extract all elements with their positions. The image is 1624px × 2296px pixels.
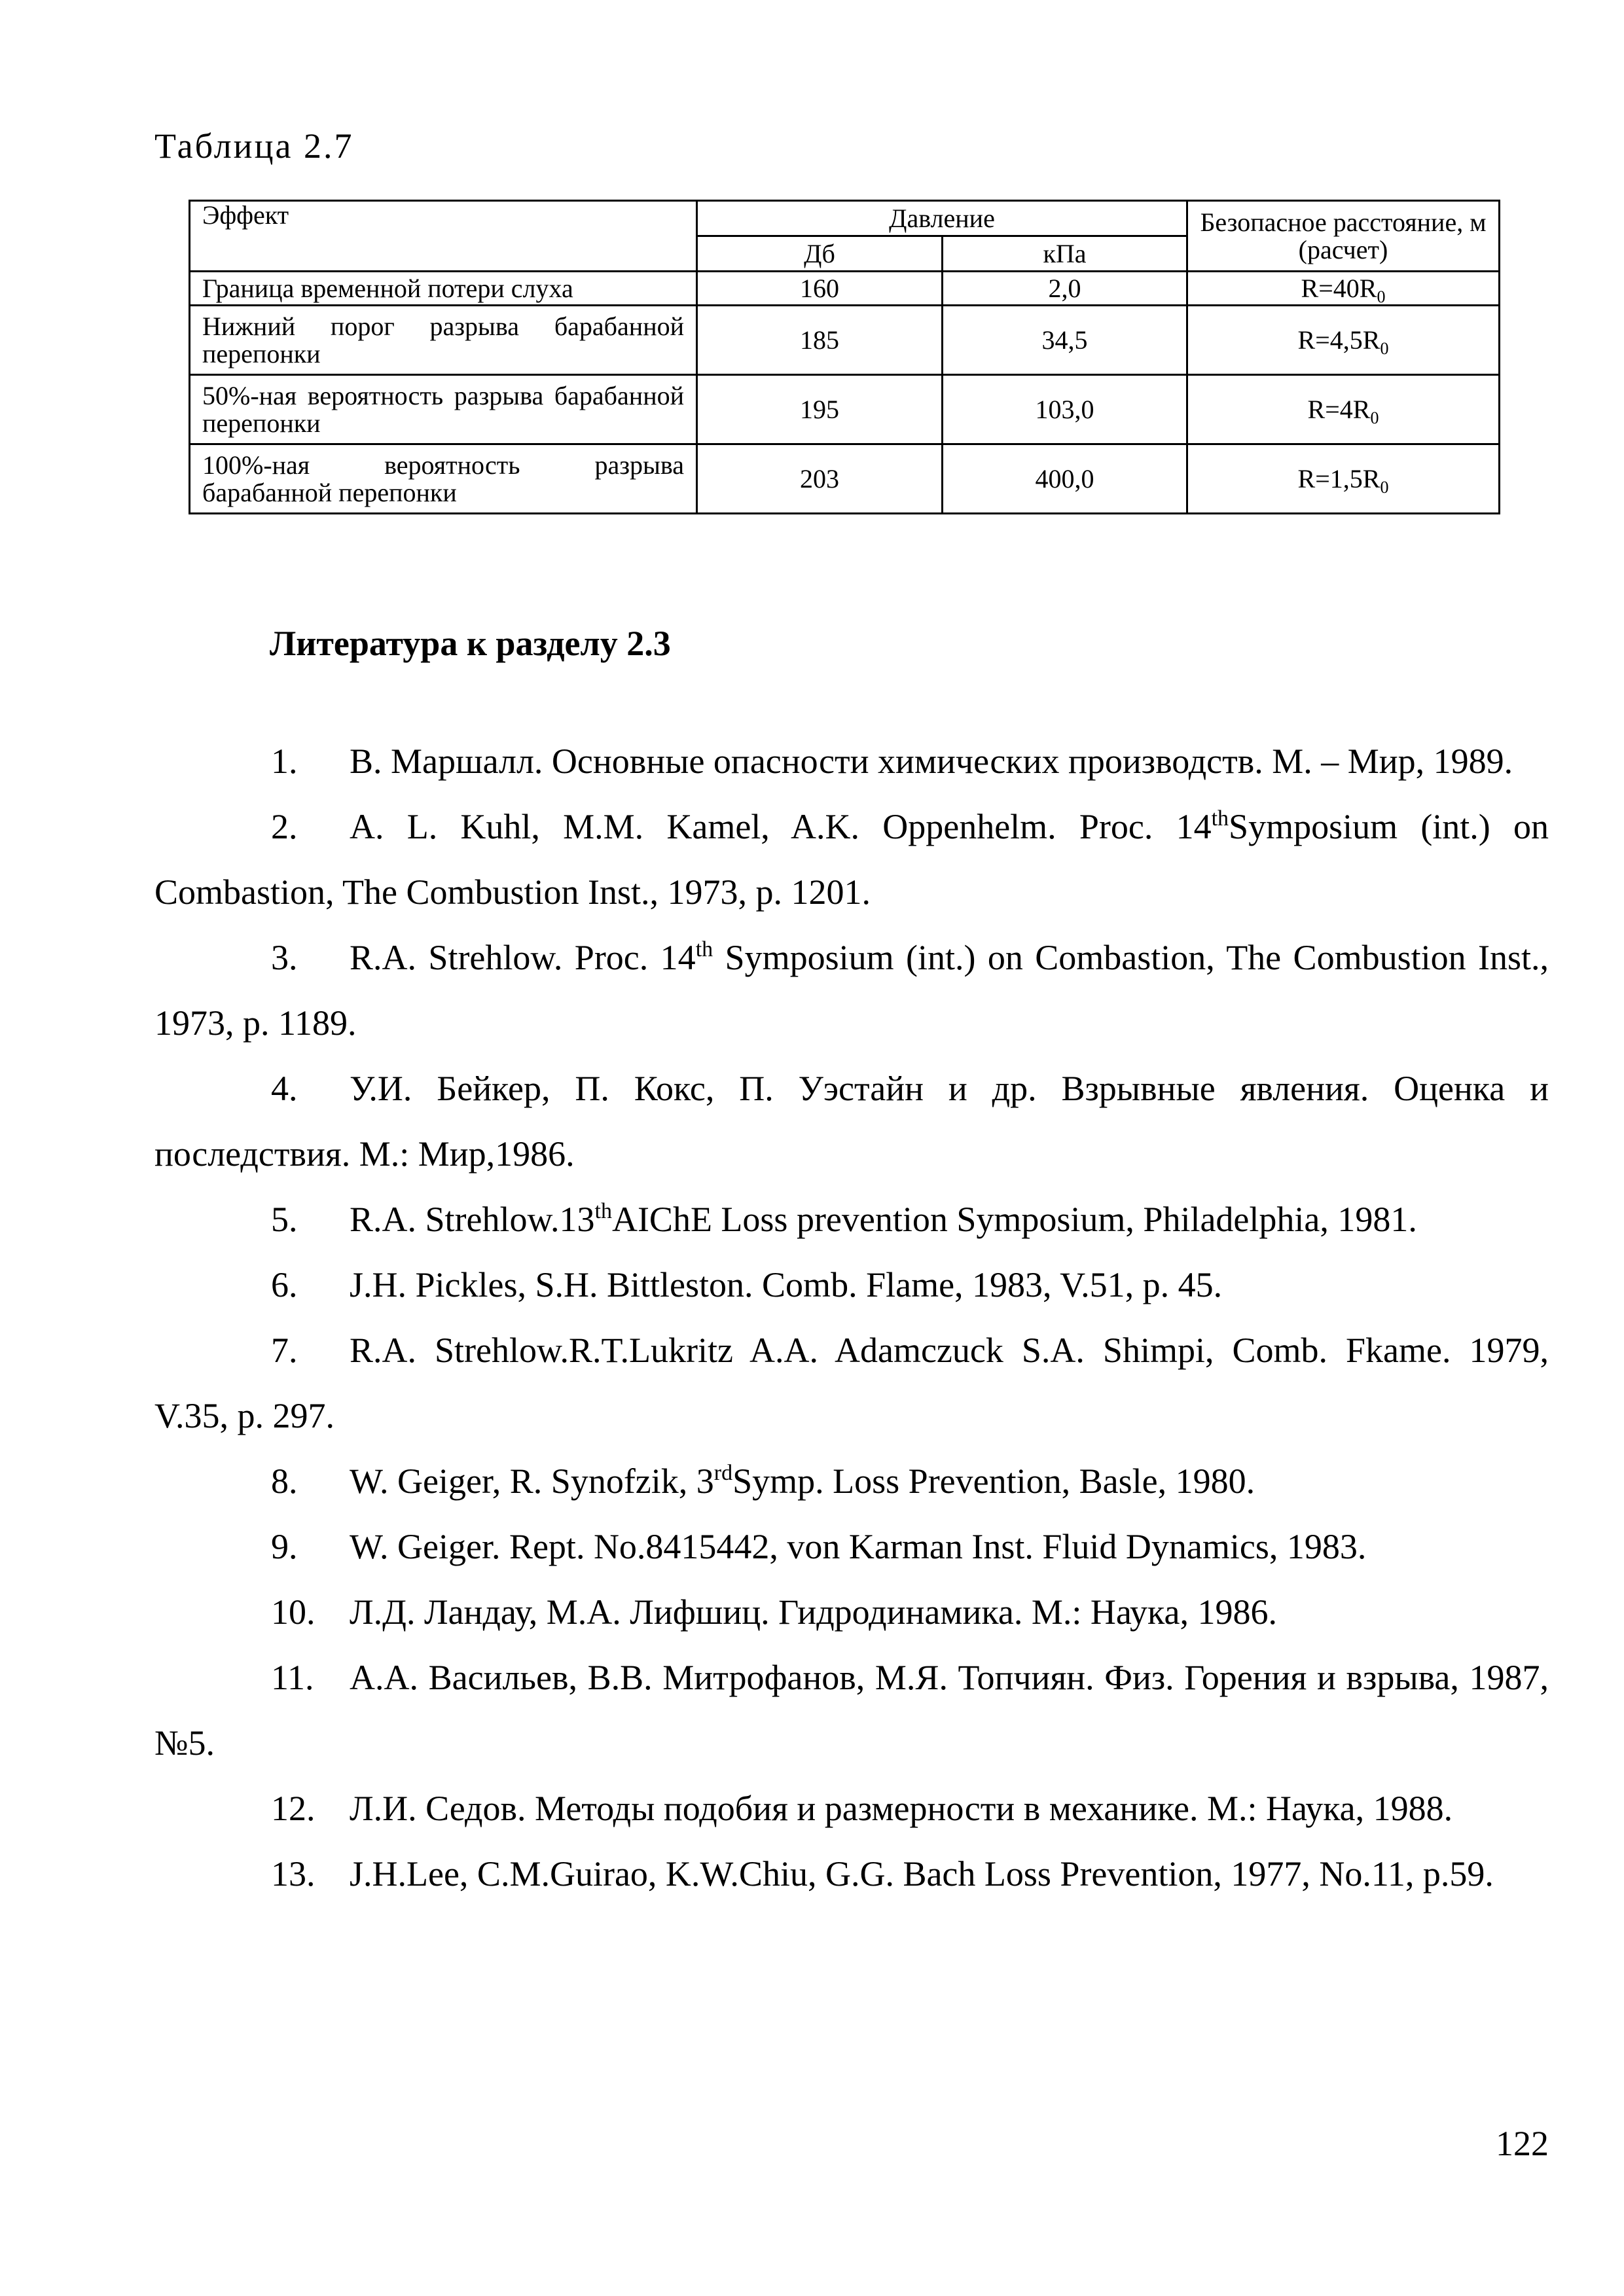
reference-item <box>154 1841 1549 1907</box>
reference-item <box>154 1579 1549 1645</box>
reference-number: 11. <box>271 1658 314 1697</box>
literature-heading: Литература к разделу 2.3 <box>270 624 671 663</box>
reference-text-cont: Symposium (int.) on Combastion, The Combustion Inst., 1973, p. 1189. <box>154 938 1549 1043</box>
reference-list <box>154 728 1549 1907</box>
cell-effect: Нижний порог разрыва барабанной перепонки <box>190 306 697 375</box>
table-row <box>190 444 1500 514</box>
reference-item <box>154 794 1549 925</box>
cell-safe-distance <box>1187 444 1500 514</box>
reference-number: 9. <box>271 1527 298 1566</box>
reference-text: J.H. Pickles, S.H. Bittleston. Comb. Flame, 1983, V.51, p. 45. <box>350 1265 1223 1304</box>
reference-text: Л.Д. Ландау, М.А. Лифшиц. Гидродинамика. М.: Наука, 1986. <box>350 1592 1277 1632</box>
page-number: 122 <box>1496 2124 1549 2163</box>
reference-number: 7. <box>271 1331 298 1370</box>
safe-distance-value: R=4R <box>1307 394 1371 424</box>
reference-text: У.И. Бейкер, П. Кокс, П. Уэстайн и др. Взрывные явления. Оценка и последствия. М.: Мир,1986. <box>154 1069 1549 1174</box>
reference-number: 5. <box>271 1200 298 1239</box>
reference-number: 8. <box>271 1462 298 1501</box>
cell-db: 160 <box>697 272 943 306</box>
cell-effect: 50%-ная вероятность разрыва барабанной перепонки <box>190 375 697 444</box>
table-caption: Таблица 2.7 <box>154 126 354 166</box>
reference-text: R.A. Strehlow.R.T.Lukritz A.A. Adamczuck S.A. Shimpi, Comb. Fkame. 1979, V.35, p. 297. <box>154 1331 1549 1435</box>
reference-text: Л.И. Седов. Методы подобия и размерности в механике. М.: Наука, 1988. <box>350 1789 1453 1828</box>
table-row <box>190 272 1500 306</box>
reference-text: R.A. Strehlow. Proc. 14 <box>350 938 696 977</box>
reference-item <box>154 1514 1549 1579</box>
header-safe-distance: Безопасное расстояние, м (расчет) <box>1187 201 1500 272</box>
safe-distance-value: R=40R <box>1301 273 1377 303</box>
effects-table <box>189 200 1500 514</box>
cell-db: 185 <box>697 306 943 375</box>
reference-number: 13. <box>271 1854 316 1893</box>
cell-kpa: 103,0 <box>943 375 1187 444</box>
reference-item <box>154 1448 1549 1514</box>
reference-number: 1. <box>271 742 298 781</box>
reference-number: 3. <box>271 938 298 977</box>
reference-text: W. Geiger. Rept. No.8415442, von Karman Inst. Fluid Dynamics, 1983. <box>350 1527 1367 1566</box>
reference-text: J.H.Lee, C.M.Guirao, K.W.Chiu, G.G. Bach Loss Prevention, 1977, No.11, p.59. <box>350 1854 1494 1893</box>
reference-item <box>154 925 1549 1056</box>
cell-kpa: 400,0 <box>943 444 1187 514</box>
subscript: 0 <box>1380 477 1389 497</box>
cell-safe-distance <box>1187 272 1500 306</box>
reference-text-cont: AIChE Loss prevention Symposium, Philadelphia, 1981. <box>611 1200 1417 1239</box>
cell-kpa: 2,0 <box>943 272 1187 306</box>
header-effect: Эффект <box>190 201 697 272</box>
header-db: Дб <box>697 236 943 272</box>
reference-number: 6. <box>271 1265 298 1304</box>
safe-distance-value: R=4,5R <box>1297 325 1380 355</box>
table-row <box>190 306 1500 375</box>
reference-text: R.A. Strehlow.13 <box>350 1200 595 1239</box>
cell-effect: 100%-ная вероятность разрыва барабанной перепонки <box>190 444 697 514</box>
reference-text: В. Маршалл. Основные опасности химических производств. М. – Мир, 1989. <box>350 742 1513 781</box>
reference-item <box>154 1187 1549 1252</box>
cell-safe-distance <box>1187 306 1500 375</box>
reference-item <box>154 1645 1549 1776</box>
reference-number: 2. <box>271 807 298 846</box>
reference-number: 4. <box>271 1069 298 1108</box>
superscript: th <box>1211 806 1229 831</box>
safe-distance-value: R=1,5R <box>1297 463 1380 493</box>
superscript: rd <box>713 1461 733 1485</box>
superscript: th <box>695 937 713 961</box>
table-row <box>190 375 1500 444</box>
reference-text: А.А. Васильев, В.В. Митрофанов, М.Я. Топчиян. Физ. Горения и взрыва, 1987, №5. <box>154 1658 1549 1763</box>
reference-item <box>154 1318 1549 1448</box>
subscript: 0 <box>1370 408 1379 427</box>
reference-item <box>154 728 1549 794</box>
reference-number: 12. <box>271 1789 316 1828</box>
reference-item <box>154 1776 1549 1841</box>
reference-number: 10. <box>271 1592 316 1632</box>
reference-text-cont: Symposium (int.) on Combastion, The Combustion Inst., 1973, p. 1201. <box>154 807 1549 912</box>
superscript: th <box>594 1199 612 1223</box>
cell-kpa: 34,5 <box>943 306 1187 375</box>
cell-effect: Граница временной потери слуха <box>190 272 697 306</box>
cell-db: 203 <box>697 444 943 514</box>
subscript: 0 <box>1377 287 1386 306</box>
reference-text: W. Geiger, R. Synofzik, 3 <box>350 1462 714 1501</box>
header-kpa: кПа <box>943 236 1187 272</box>
cell-db: 195 <box>697 375 943 444</box>
header-pressure: Давление <box>697 201 1187 236</box>
subscript: 0 <box>1380 338 1389 358</box>
reference-item <box>154 1252 1549 1318</box>
cell-safe-distance <box>1187 375 1500 444</box>
reference-item <box>154 1056 1549 1187</box>
reference-text: A. L. Kuhl, M.M. Kamel, A.K. Oppenhelm. Proc. 14 <box>350 807 1212 846</box>
reference-text-cont: Symp. Loss Prevention, Basle, 1980. <box>732 1462 1255 1501</box>
